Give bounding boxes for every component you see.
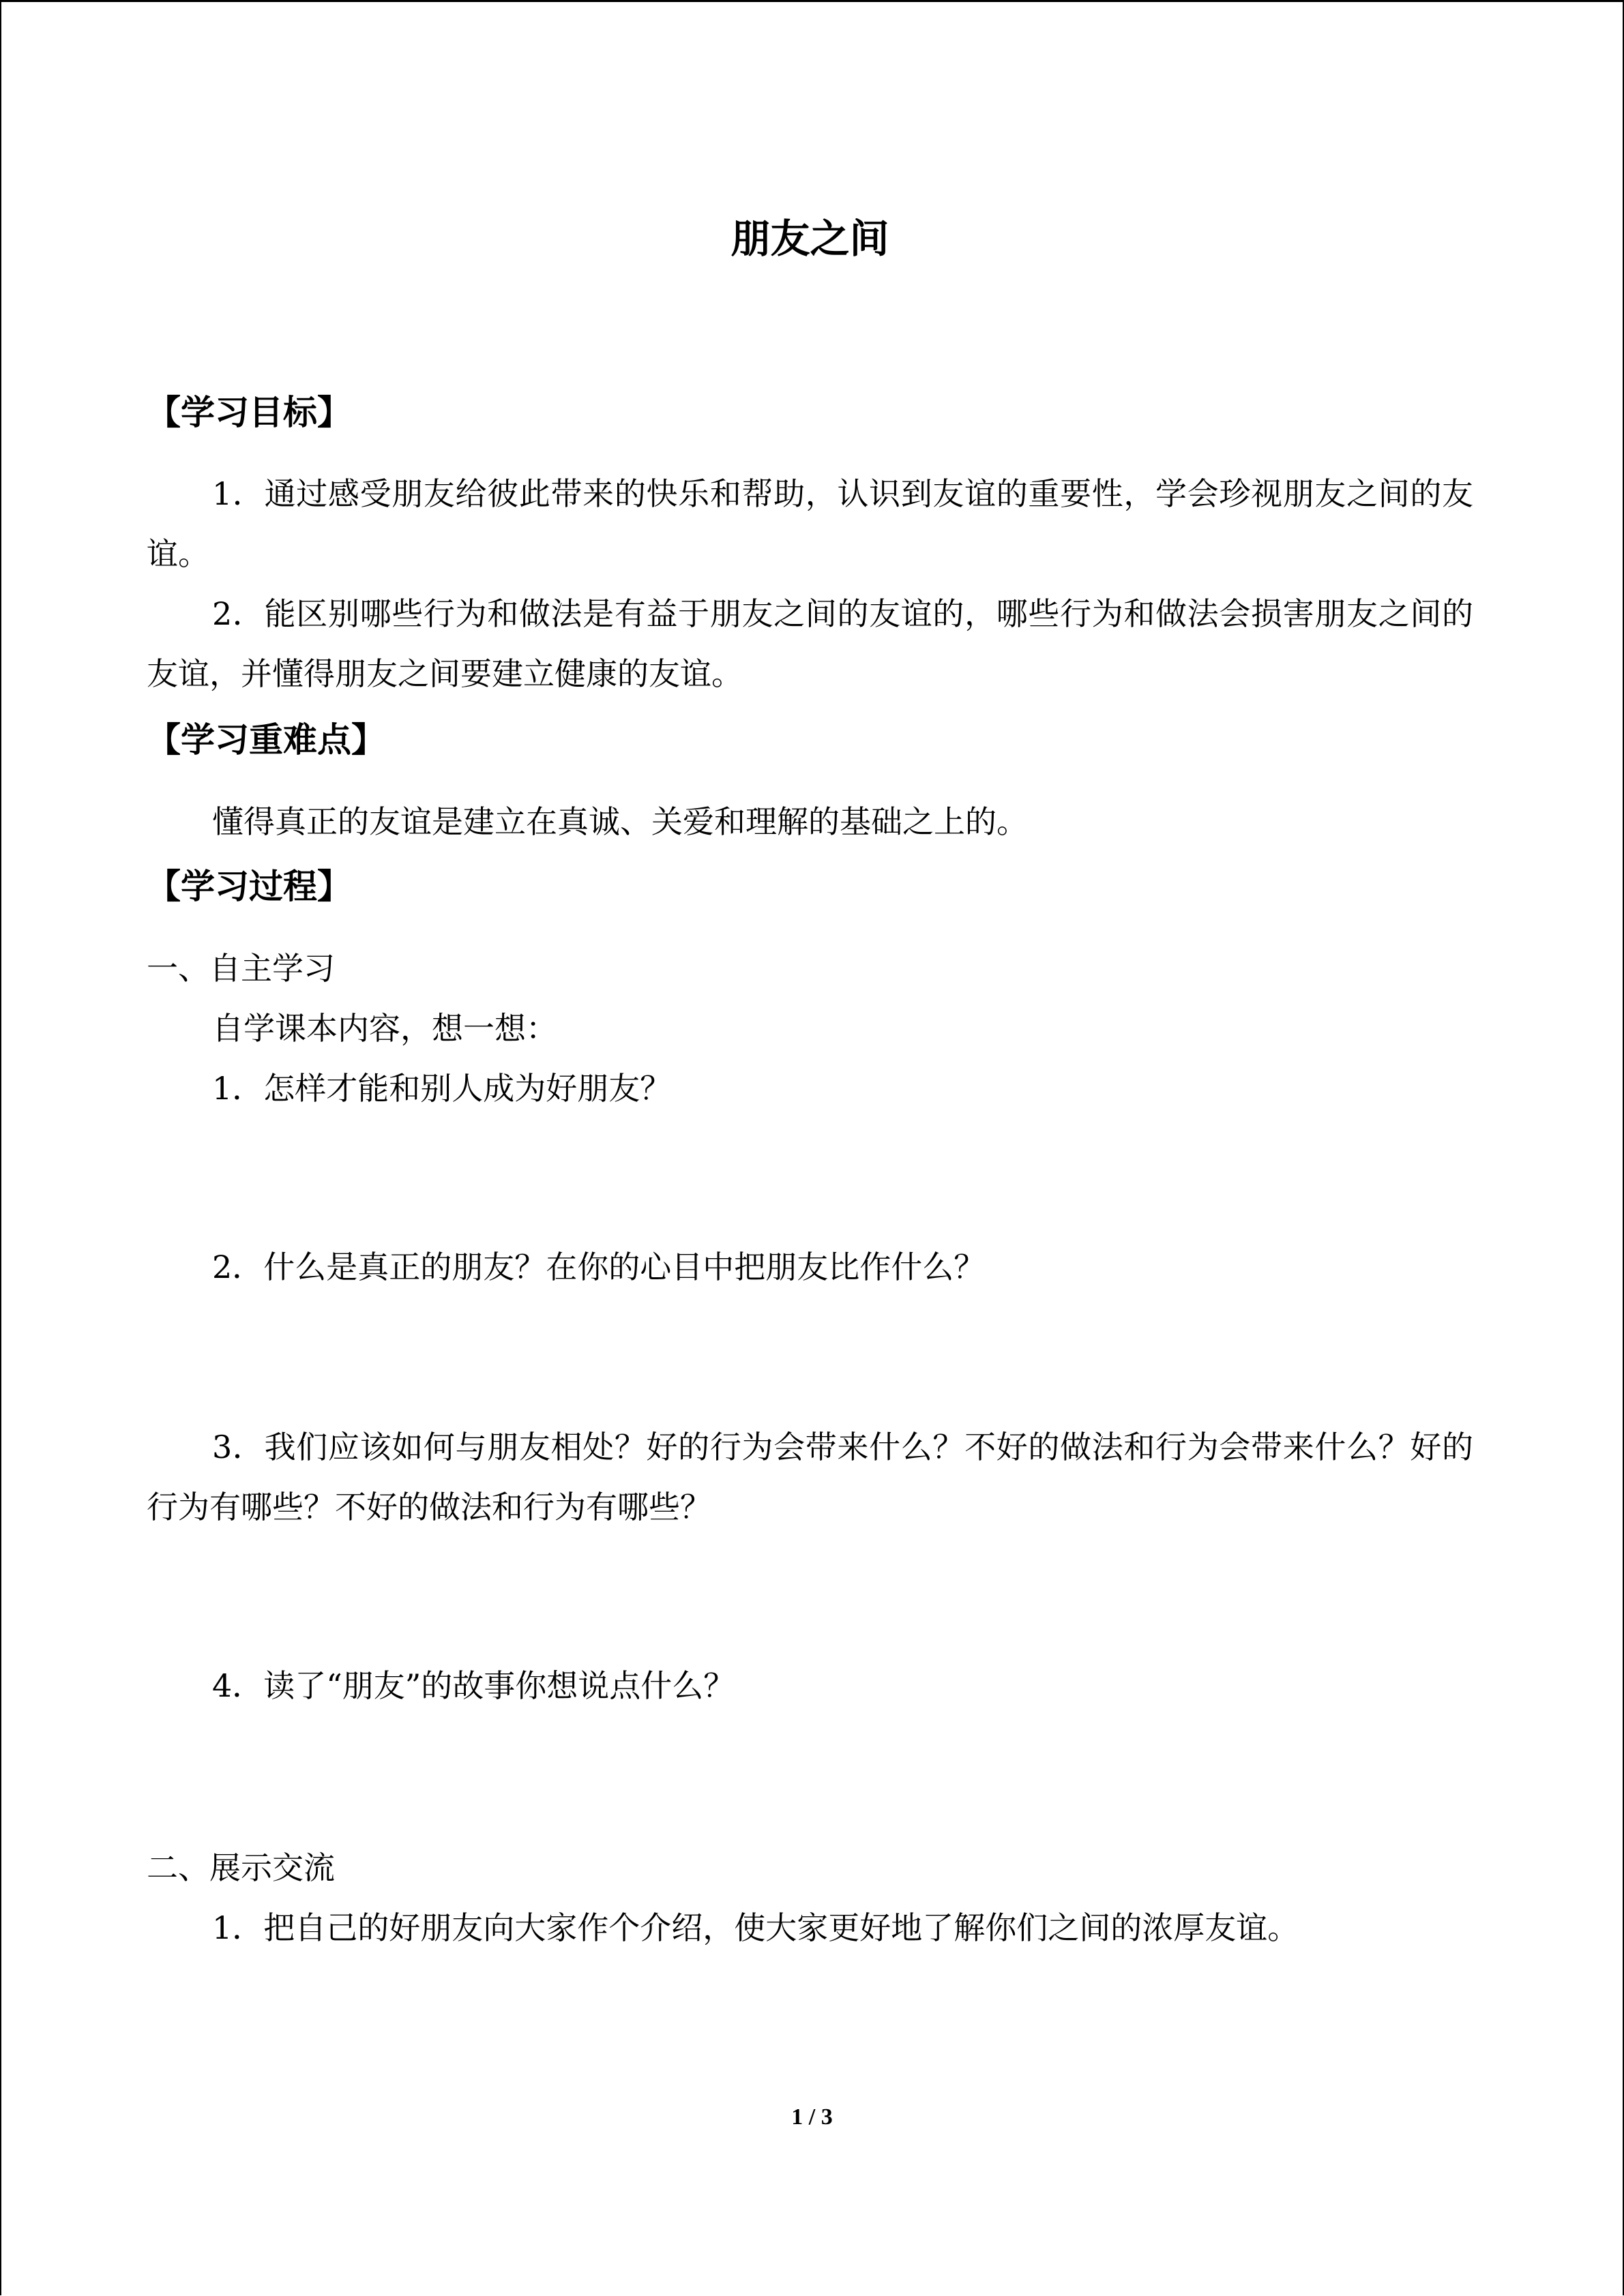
- key-points-text: 懂得真正的友谊是建立在真诚、关爱和理解的基础之上的。: [212, 803, 1028, 840]
- question-1: 1．怎样才能和别人成为好朋友？: [212, 1070, 672, 1107]
- question-3: 3．我们应该如何与朋友相处？好的行为会带来什么？不好的做法和行为会带来什么？好的行为有哪些？不好的做法和行为有哪些？: [147, 1429, 1473, 1525]
- goal-item-2: 2．能区别哪些行为和做法是有益于朋友之间的友谊的，哪些行为和做法会损害朋友之间的友谊，并懂得朋友之间要建立健康的友谊。: [147, 595, 1473, 692]
- question-2: 2．什么是真正的朋友？在你的心目中把朋友比作什么？: [212, 1249, 986, 1285]
- goal-item-1: 1．通过感受朋友给彼此带来的快乐和帮助，认识到友谊的重要性，学会珍视朋友之间的友谊。: [147, 475, 1473, 572]
- heading-learning-process: 【学习过程】: [147, 867, 351, 906]
- heading-key-points: 【学习重难点】: [147, 720, 385, 760]
- part2-question-1: 1．把自己的好朋友向大家作个介绍，使大家更好地了解你们之间的浓厚友谊。: [212, 1909, 1299, 1946]
- page-number: 1 / 3: [791, 2104, 833, 2130]
- document-title: 朋友之间: [730, 215, 889, 262]
- part1-title: 一、自主学习: [147, 950, 335, 987]
- part1-intro: 自学课本内容，想一想：: [212, 1010, 557, 1047]
- heading-learning-goals: 【学习目标】: [147, 393, 351, 432]
- part2-title: 二、展示交流: [147, 1849, 335, 1886]
- question-4: 4．读了“朋友”的故事你想说点什么？: [212, 1667, 735, 1704]
